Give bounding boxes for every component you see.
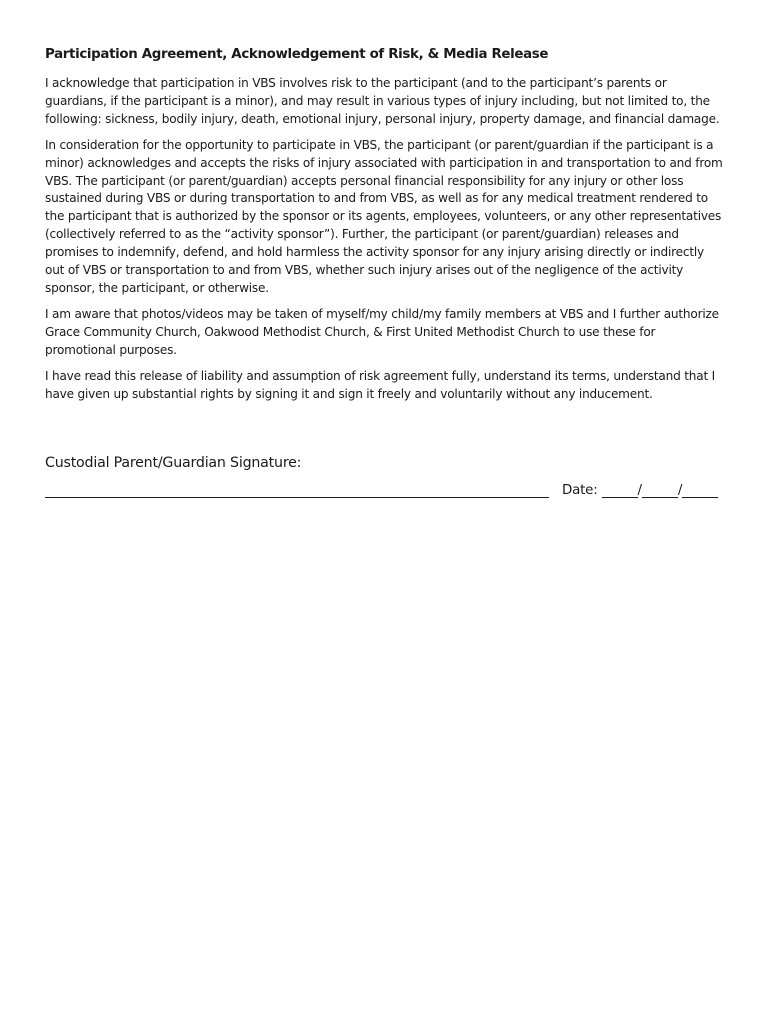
liability-release-paragraph: In consideration for the opportunity to participate in VBS, the participant (or parent/guardian if the participant is a minor) acknowledges and accepts the risks of injury associated with participation in and transportation to and from VBS. The participant (or parent/guardian) accepts personal financial responsibility for any injury or other loss sustained during VBS or during transportation to and from VBS, as well as for any medical treatment rendered to the participant that is authorized by the sponsor or its agents, employees, volunteers, or any other representatives (collectively referred to as the “activity sponsor”). Further, the participant (or parent/guardian) releases and promises to indemnify, defend, and hold harmless the activity sponsor for any injury arising directly or indirectly out of VBS or transportation to and from VBS, whether such injury arises out of the negligence of the activity sponsor, the participant, or otherwise. — [45, 137, 723, 295]
date-separator: / — [677, 483, 683, 498]
date-year-blank[interactable] — [682, 482, 718, 498]
document-title: Participation Agreement, Acknowledgement of Risk, & Media Release — [45, 47, 549, 62]
date-day-blank[interactable] — [642, 482, 678, 498]
date-separator: / — [637, 483, 642, 498]
risk-acknowledgement-paragraph: I acknowledge that participation in VBS involves risk to the participant (and to the participant’s parents or guardians, if the participant is a minor), and may result in various types of injury including, but not limited to, the following: sickness, bodily injury, death, emotional injury, personal injury, property damage, and financial damage. — [45, 76, 720, 126]
signature-line[interactable] — [45, 497, 549, 498]
date-month-blank[interactable] — [602, 482, 638, 498]
agreement-body — [45, 45, 725, 411]
signature-heading: Custodial Parent/Guardian Signature: — [45, 455, 302, 471]
agreement-confirmation-paragraph: I have read this release of liability and assumption of risk agreement fully, understand its terms, understand that I have given up substantial rights by signing it and sign it freely and voluntarily without any inducement. — [45, 368, 716, 401]
media-release-paragraph: I am aware that photos/videos may be taken of myself/my child/my family members at VBS and I further authorize Grace Community Church, Oakwood Methodist Church, & First United Methodist Church to use these for promotional purposes. — [45, 306, 719, 357]
date-label: Date: — [562, 483, 598, 498]
date-field — [562, 481, 718, 501]
